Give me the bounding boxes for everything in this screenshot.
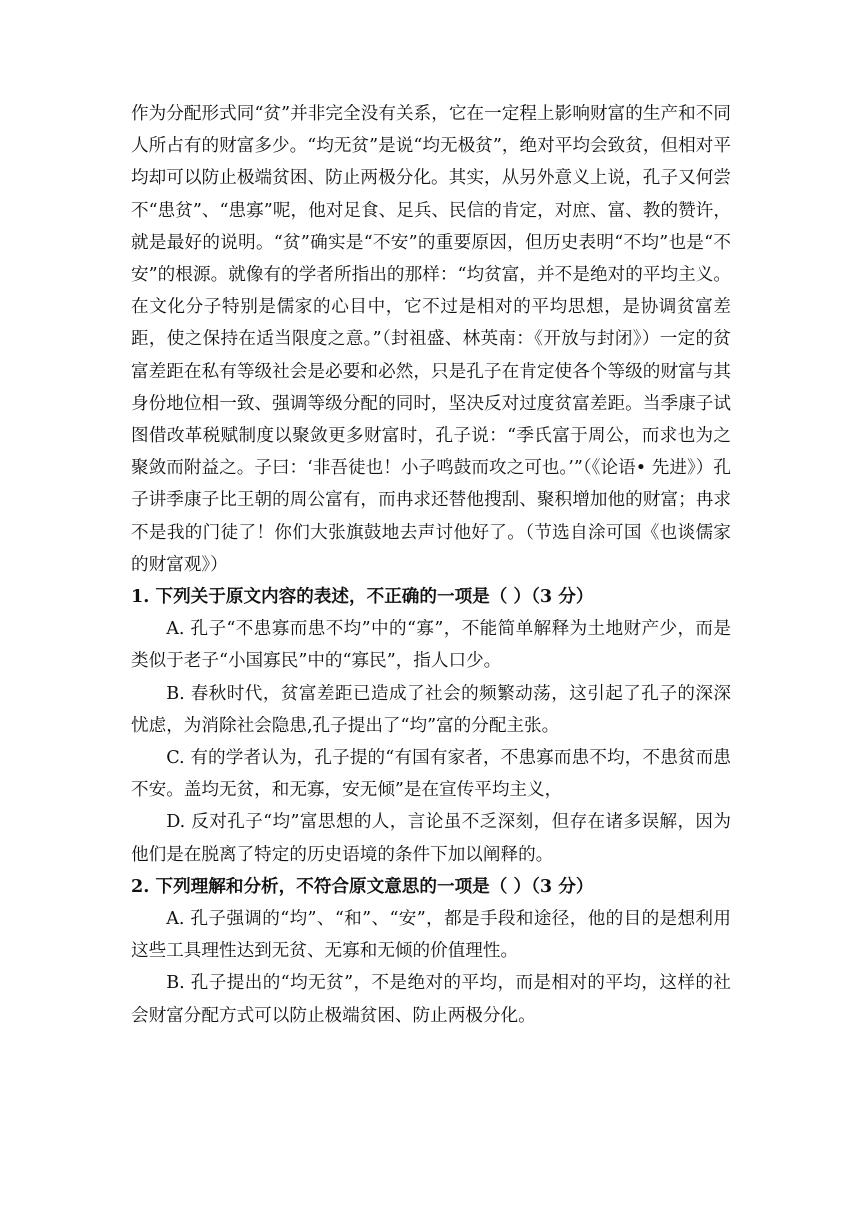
question-1-option-c: C. 有的学者认为，孔子提的“有国有家者，不患寡而患不均，不患贫而患不安。盖均无贫，和无寡，安无倾”是在宣传平均主义， — [131, 748, 731, 801]
question-2-option-a: A. 孔子强调的“均”、“和”、“安”，都是手段和途径，他的目的是想利用这些工具理性达到无贫、无寡和无倾的价值理性。 — [131, 909, 731, 962]
passage-paragraph: 作为分配形式同“贫”并非完全没有关系，它在一定程上影响财富的生产和不同人所占有的财富多少。“均无贫”是说“均无极贫”，绝对平均会致贫，但相对平均却可以防止极端贫困、防止两极分化。其实，从另外意义上说，孔子又何尝不“患贫”、“患寡”呢，他对足食、足兵、民信的肯定，对庶、富、教的赞许，就是最好的说明。“贫”确实是“不安”的重要原因，但历史表明“不均”也是“不安”的根源。就像有的学者所指出的那样：“均贫富，并不是绝对的平均主义。在文化分子特别是儒家的心目中，它不过是相对的平均思想，是协调贫富差距，使之保持在适当限度之意。”（封祖盛、林英南：《开放与封闭》）一定的贫富差距在私有等级社会是必要和必然，只是孔子在肯定使各个等级的财富与其身份地位相一致、强调等级分配的同时，坚决反对过度贫富差距。当季康子试图借改革税赋制度以聚敛更多财富时，孔子说：“季氏富于周公，而求也为之聚敛而附益之。子曰：‘非吾徒也！小子鸣鼓而攻之可也。’”（《论语• 先进》）孔子讲季康子比王朝的周公富有，而冉求还替他搜刮、聚积增加他的财富；冉求不是我的门徒了！你们大张旗鼓地去声讨他好了。（节选自涂可国《也谈儒家的财富观》） — [131, 104, 731, 575]
question-1-option-a: A. 孔子“不患寡而患不均”中的“寡”，不能简单解释为土地财产少，而是类似于老子“小国寡民”中的“寡民”，指人口少。 — [131, 619, 731, 672]
question-2-option-b: B. 孔子提出的“均无贫”，不是绝对的平均，而是相对的平均，这样的社会财富分配方式可以防止极端贫困、防止两极分化。 — [131, 973, 731, 1026]
question-1 — [131, 581, 731, 871]
question-2-stem: 2. 下列理解和分析，不符合原文意思的一项是（ ）（3 分） — [131, 875, 594, 897]
question-1-option-d: D. 反对孔子“均”富思想的人，言论虽不乏深刻，但存在诸多误解，因为他们是在脱离了特定的历史语境的条件下加以阐释的。 — [131, 812, 731, 865]
question-1-option-b: B. 春秋时代，贫富差距已造成了社会的频繁动荡，这引起了孔子的深深忧虑，为消除社会隐患,孔子提出了“均”富的分配主张。 — [131, 683, 731, 736]
document-page — [131, 98, 731, 1032]
question-1-stem: 1. 下列关于原文内容的表述，不正确的一项是（ ）（3 分） — [131, 586, 594, 608]
question-2 — [131, 871, 731, 1032]
